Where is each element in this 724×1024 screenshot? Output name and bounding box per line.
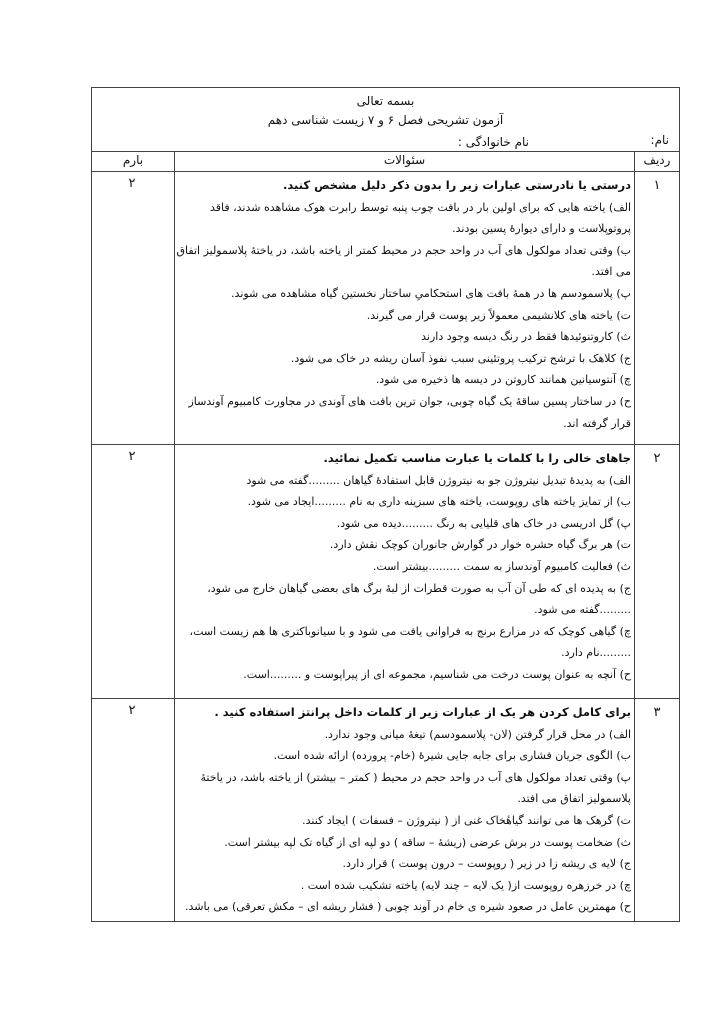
exam-header — [92, 88, 679, 152]
question-item: ت) یاخته های کلانشیمی معمولاً زیر پوست قرار می گیرند. — [366, 308, 631, 322]
question-item: ب) از تمایز یاخته های روپوست، یاخته های سبزینه داری به نام .........ایجاد می شود. — [247, 495, 631, 509]
exam-title: آزمون تشریحی فصل ۶ و ۷ زیست شناسی دهم — [267, 113, 504, 127]
question-number: ۱ — [653, 178, 661, 193]
question-item: چ) آنتوسیانین همانند کاروتن در دیسه ها ذخیره می شود. — [375, 373, 631, 387]
question-item: ب) وقتی تعداد مولکول های آب در واحد حجم در محیط کمتر از یاخته باشد، در یاختهٔ پلاسمولیز اتفاق می افتد. — [176, 243, 631, 279]
question-item: ت) هر برگ گیاه حشره خوار در گوارش جانوران کوچک نقش دارد. — [329, 538, 631, 552]
question-item: ح) آنچه به عنوان پوست درخت می شناسیم، مجموعه ای از پیراپوست و .........است. — [243, 667, 631, 681]
question-score: ۲ — [128, 703, 136, 718]
question-body — [176, 702, 631, 918]
column-header-score: بارم — [122, 153, 144, 167]
question-item: پ) پلاسمودسم ها در همهٔ بافت های استحکامیِ ساختار نخستین گیاه مشاهده می شوند. — [231, 286, 631, 300]
question-row — [92, 172, 679, 445]
question-body — [176, 448, 631, 686]
question-number: ۲ — [653, 451, 661, 466]
question-row — [92, 445, 679, 699]
question-item: ج) به پدیده ای که طی آن آب به صورت قطرات از لبهٔ برگ های بعضی گیاهان خارج می شود، .........گفته می شود. — [207, 581, 631, 617]
question-item: ب) الگوی جریان فشاری برای جابه جایی شیرهٔ (خام- پرورده) ارائه شده است. — [273, 749, 631, 763]
question-item: چ) در خرزهره روپوست از( یک لایه – چند لایه) یاخته تشکیب شده است . — [300, 878, 631, 892]
exam-sheet — [91, 87, 680, 922]
question-number: ۳ — [653, 705, 661, 720]
column-header-row — [92, 152, 679, 172]
question-title: جاهای خالی را با کلمات یا عبارت مناسب تکمیل نمائید. — [323, 451, 631, 465]
question-item: ث) کاروتنوئیدها فقط در رنگ دیسه وجود دارند — [421, 330, 631, 344]
question-title: درستی یا نادرستی عبارات زیر را بدون ذکر دلیل مشخص کنید. — [282, 178, 631, 192]
question-score: ۲ — [128, 176, 136, 191]
question-item: ج) کلاهک با ترشح ترکیب پروتئینی سبب نفوذ آسان ریشه در خاک می شود. — [290, 351, 631, 365]
question-item: ح) در ساختار پسین ساقهٔ یک گیاه چوبی، جوان ترین بافت های آوندی در مجاورت کامبیوم آوندساز قرار گرفته اند. — [188, 394, 631, 430]
column-header-row-number: ردیف — [643, 153, 671, 167]
question-item: ح) مهمترین عامل در صعود شیره ی خام در آوند چوبی ( فشار ریشه ای – مکش تعرقی) می باشد. — [185, 900, 631, 914]
question-row — [92, 699, 679, 923]
question-item: پ) گل ادریسی در خاک های قلیایی به رنگ .........دیده می شود. — [336, 516, 631, 530]
question-item: چ) گیاهی کوچک که در مزارع برنج به فراوانی یافت می شود و با سیانوباکتری ها هم زیست است، .........نام دارد. — [189, 624, 631, 660]
question-item: پ) وقتی تعداد مولکول های آب در واحد حجم در محیط ( کمتر – بیشتر) از یاخته باشد، در یاختهٔ پلاسمولیز اتفاق می افتد. — [200, 770, 631, 806]
family-name-label: نام خانوادگی : — [457, 135, 529, 149]
question-item: ت) گرهک ها می توانند گیاهٔخاک غنی از ( نیتروژن – فسفات ) ایجاد کنند. — [302, 813, 631, 827]
question-item: ج) لایه ی ریشه زا در زیر ( روپوست – درون پوست ) قرار دارد. — [342, 857, 631, 871]
question-item: الف) به پدیدهٔ تبدیل نیتروژن جو به نیتروژن قابل استفادهٔ گیاهان .........گفته می شود — [246, 473, 631, 487]
name-label: نام: — [650, 133, 669, 147]
question-title: برای کامل کردن هر یک از عبارات زیر از کلمات داخل پرانتز استفاده کنید . — [214, 705, 631, 719]
question-item: الف) یاخته هایی که برای اولین بار در بافت چوب پنبه توسط رابرت هوک مشاهده شدند، فاقد پروتوپلاست و دارای دیوارهٔ پسین بودند. — [209, 200, 631, 236]
column-header-questions: سئوالات — [383, 153, 426, 167]
question-body — [176, 175, 631, 434]
question-item: ث) ضخامت پوست در برش عرضی (ریشهٔ – ساقه ) دو لپه ای از گیاه تک لپه بیشتر است. — [224, 835, 631, 849]
question-item: الف) در محل قرار گرفتن (لان- پلاسمودسم) تیغهٔ میانی وجود ندارد. — [324, 727, 631, 741]
question-item: ث) فعالیت کامبیوم آوندساز به سمت .........بیشتر است. — [372, 559, 631, 573]
bismillah: بسمه تعالی — [356, 94, 415, 108]
question-score: ۲ — [128, 449, 136, 464]
